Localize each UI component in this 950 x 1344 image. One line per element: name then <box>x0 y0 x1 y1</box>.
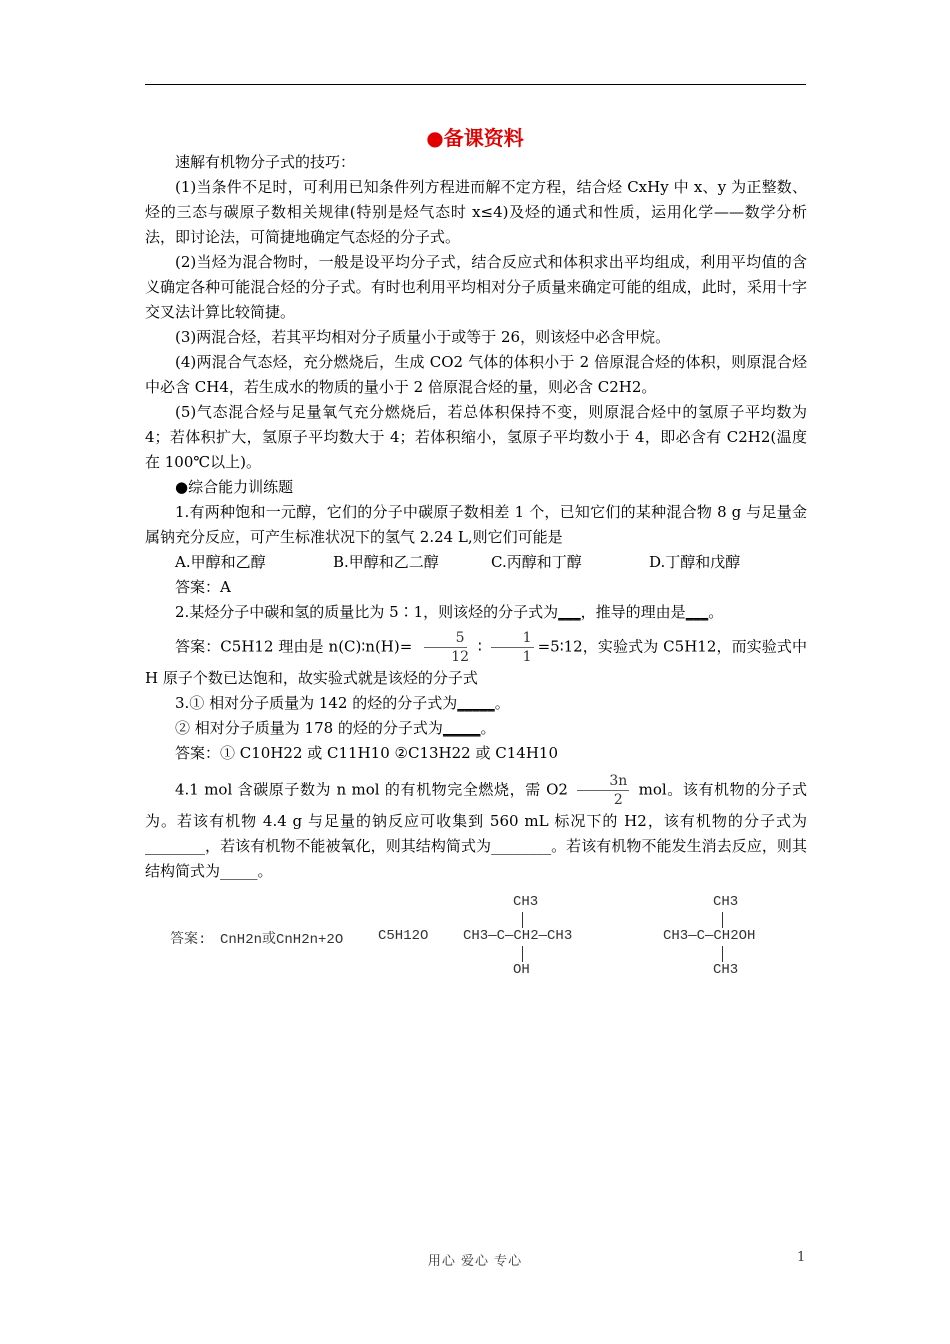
page-number: 1 <box>797 1250 806 1265</box>
tip-3: (3)两混合烃，若其平均相对分子质量小于或等于 26，则该烃中必含甲烷。 <box>175 328 671 346</box>
blank: _____ <box>442 719 481 737</box>
tip-4: (4)两混合气态烃，充分燃烧后，生成 CO2 气体的体积小于 2 倍原混合烃的体积，则原混合烃中必含 CH4，若生成水的物质的量小于 2 倍原混合烃的量，则必含 C2H2。 <box>145 353 807 396</box>
frac-den: 2 <box>613 792 623 808</box>
blank: _____ <box>457 694 495 712</box>
question-3-part-1 <box>145 691 807 716</box>
option-d: D.丁醇和戊醇 <box>649 553 741 571</box>
question-3-text-2: ② 相对分子质量为 178 的烃的分子式为 <box>175 719 443 737</box>
section-title: ●综合能力训练题 <box>175 478 294 496</box>
question-2-text: 2.某烃分子中碳和氢的质量比为 5∶1，则该烃的分子式为 <box>175 603 559 621</box>
intro-text: 速解有机物分子式的技巧： <box>175 153 356 171</box>
answer-3: 答案：① C10H22 或 C11H10 ②C13H22 或 C14H10 <box>175 744 558 762</box>
option-b: B.甲醇和乙二醇 <box>333 553 439 571</box>
structure-2-bottom-group: CH3 <box>713 962 739 978</box>
frac-num: 3n <box>577 772 629 791</box>
question-3-text-1: 3.① 相对分子质量为 142 的烃的分子式为 <box>175 694 458 712</box>
document-body <box>145 150 807 884</box>
frac-den: 12 <box>451 649 470 665</box>
formula-general: CnH2n或CnH2n+2O <box>220 932 344 948</box>
structure-1-top-group: CH3 <box>513 894 539 910</box>
frac-num: 1 <box>491 629 534 648</box>
answer-2-post: =5∶12，实验式为 C5H12，而实验式中 H 原子个数已达饱和，故实验式就是该烃的分子式 <box>145 637 807 687</box>
answer-4-label: 答案: <box>170 932 207 948</box>
answer-2-pre: 答案：C5H12 理由是 n(C)∶n(H)= <box>175 637 413 656</box>
answer-4-structures <box>170 890 820 990</box>
blank: ___ <box>558 603 581 621</box>
option-a: A.甲醇和乙醇 <box>175 553 266 571</box>
answer-1: 答案：A <box>175 578 231 596</box>
structure-1-bottom-group: OH <box>513 962 530 978</box>
question-4 <box>145 772 807 884</box>
structure-2-top-group: CH3 <box>713 894 739 910</box>
question-4-pre: 4.1 mol 含碳原子数为 n mol 的有机物完全燃烧，需 O2 <box>175 780 568 799</box>
ratio-colon: ∶ <box>477 637 482 656</box>
tip-2: (2)当烃为混合物时，一般是设平均分子式，结合反应式和体积求出平均组成，利用平均值的含义确定各种可能混合烃的分子式。有时也利用平均相对分子质量来确定可能的组成，此时，采用十字交叉法计算比较简捷。 <box>145 253 807 321</box>
question-2-end: 。 <box>708 603 724 621</box>
question-4-post: mol。该有机物的分子式为。若该有机物 4.4 g 与足量的钠反应可收集到 560 mL 标况下的 H2，该有机物的分子式为________，若该有机物不能被氧化，则其结构简式为________。若该有机物不能发生消去反应，则其结构简式为_____。 <box>145 780 807 880</box>
bond-line <box>522 946 523 962</box>
tip-1: (1)当条件不足时，可利用已知条件列方程进而解不定方程，结合烃 CxHy 中 x、y 为正整数、烃的三态与碳原子数相关规律(特别是烃气态时 x≤4)及烃的通式和性质，运用化学——数学分析法，即讨论法，可简捷地确定气态烃的分子式。 <box>145 178 807 246</box>
question-1: 1.有两种饱和一元醇，它们的分子中碳原子数相差 1 个，已知它们的某种混合物 8 g 与足量金属钠充分反应，可产生标准状况下的氢气 2.24 L,则它们可能是 <box>145 503 807 546</box>
formula-c5h12o: C5H12O <box>378 928 429 944</box>
tip-5: (5)气态混合烃与足量氧气充分燃烧后，若总体积保持不变，则原混合烃中的氢原子平均数为 4；若体积扩大，氢原子平均数大于 4；若体积缩小，氢原子平均数小于 4，即必含有 C2H2(温度在 100℃以上)。 <box>145 403 807 471</box>
structure-2-main-chain: CH3—C—CH2OH <box>663 928 756 944</box>
fraction-3n-2 <box>577 772 629 809</box>
bond-line <box>522 912 523 928</box>
question-3-end: 。 <box>494 694 510 712</box>
question-3-part-2 <box>145 716 807 741</box>
answer-2 <box>145 629 807 691</box>
bond-line <box>722 912 723 928</box>
blank: ___ <box>685 603 709 621</box>
bond-line <box>722 946 723 962</box>
frac-num: 5 <box>424 629 467 648</box>
question-3-end: 。 <box>480 719 496 737</box>
question-2-text-mid: ，推导的理由是 <box>580 603 686 621</box>
question-1-options <box>145 550 807 575</box>
structure-1-main-chain: CH3—C—CH2—CH3 <box>463 928 573 944</box>
fraction-5-12 <box>421 629 469 666</box>
question-2 <box>145 600 807 625</box>
header-rule <box>145 84 806 85</box>
page-footer: 用心 爱心 专心 <box>427 1254 523 1269</box>
page-title: ●备课资料 <box>426 126 524 150</box>
fraction-1-1 <box>491 629 534 666</box>
option-c: C.丙醇和丁醇 <box>491 553 582 571</box>
frac-den: 1 <box>522 649 532 665</box>
